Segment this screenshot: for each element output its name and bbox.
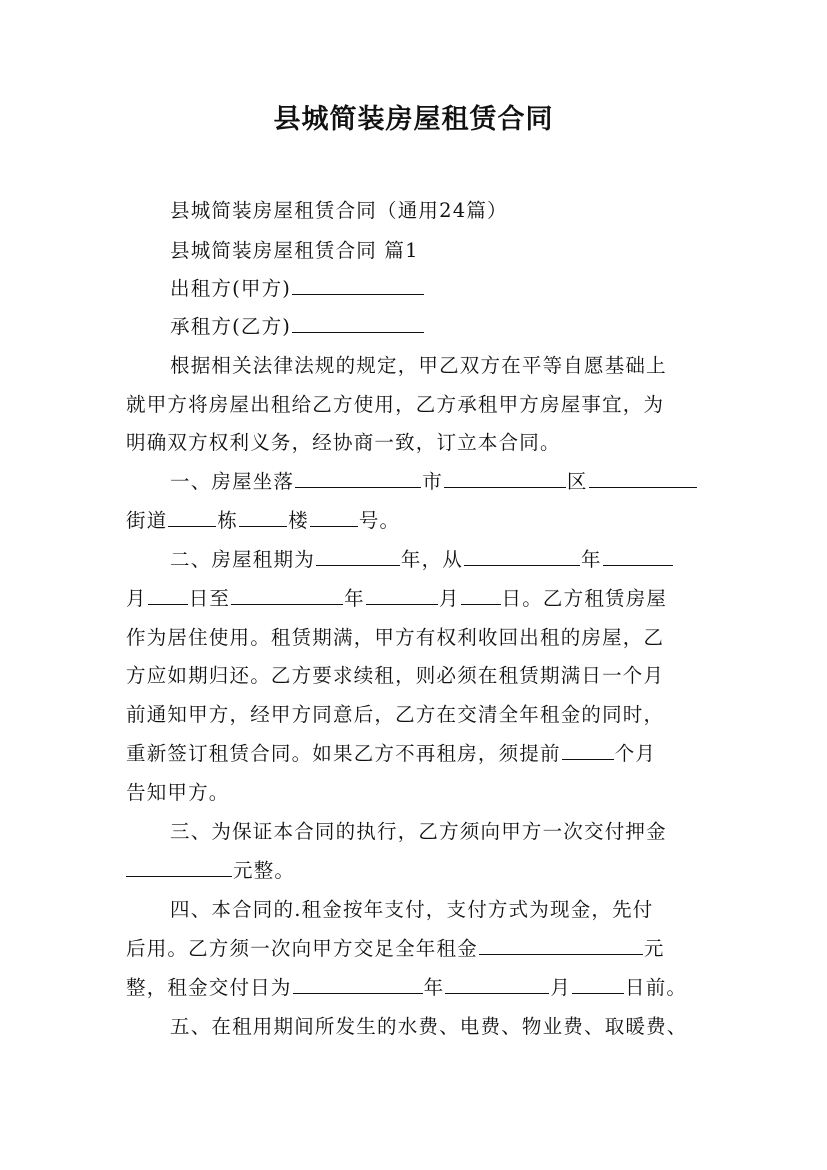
blank-field	[293, 975, 423, 994]
clause-3-line: 元整。	[126, 856, 716, 886]
blank-field	[310, 508, 358, 527]
paragraph-line: 方应如期归还。乙方要求续租，则必须在租赁期满日一个月	[126, 664, 665, 687]
blank-field	[572, 975, 624, 994]
paragraph-line: 就甲方将房屋出租给乙方使用，乙方承租甲方房屋事宜，为	[126, 393, 665, 416]
clause-2-line: 月 日至 年 月 日。乙方租赁房屋	[126, 587, 668, 610]
paragraph-line: 根据相关法律法规的规定，甲乙双方在平等自愿基础上	[170, 354, 667, 377]
clause-1-line: 街道 栋 楼 号。	[126, 509, 401, 532]
blank-field	[479, 936, 643, 955]
blank-field	[366, 586, 438, 605]
section-heading: 县城简装房屋租赁合同 篇1	[170, 239, 419, 262]
paragraph-line: 前通知甲方，经甲方同意后，乙方在交清全年租金的同时，	[126, 703, 665, 726]
blank-field	[445, 975, 549, 994]
paragraph-line: 明确双方权利义务，经协商一致，订立本合同。	[126, 431, 561, 454]
blank-field	[168, 508, 216, 527]
blank-field	[148, 586, 188, 605]
clause-4-line: 后用。乙方须一次向甲方交足全年租金 元	[126, 937, 665, 960]
clause-2-line: 二、房屋租期为 年，从 年	[170, 545, 760, 575]
clause-3-line: 三、为保证本合同的执行，乙方须向甲方一次交付押金	[170, 820, 667, 843]
paragraph-line: 告知甲方。	[126, 781, 230, 804]
blank-field	[589, 469, 697, 488]
clause-1-line: 一、房屋坐落 市 区	[170, 467, 760, 497]
blank-field	[603, 547, 673, 566]
clause-4-line: 四、本合同的.租金按年支付，支付方式为现金，先付	[170, 898, 654, 921]
subtitle-line: 县城简装房屋租赁合同（通用24篇）	[170, 199, 508, 222]
blank-field	[231, 586, 343, 605]
blank-field	[316, 547, 400, 566]
blank-field	[239, 508, 287, 527]
lessor-line: 出租方(甲方)	[170, 274, 760, 304]
blank-field	[295, 469, 421, 488]
lessee-blank	[292, 314, 424, 333]
lessor-blank	[292, 276, 424, 295]
clause-5-line: 五、在租用期间所发生的水费、电费、物业费、取暖费、	[170, 1015, 688, 1038]
blank-field	[461, 586, 501, 605]
paragraph-line: 重新签订租赁合同。如果乙方不再租房，须提前 个月	[126, 742, 657, 765]
blank-field	[444, 469, 566, 488]
lessee-line: 承租方(乙方)	[170, 312, 760, 342]
blank-field	[464, 547, 580, 566]
blank-field	[126, 858, 232, 877]
clause-4-line: 整，租金交付日为 年 月 日前。	[126, 976, 688, 999]
document-title: 县城简装房屋租赁合同	[273, 104, 554, 135]
paragraph-line: 作为居住使用。租赁期满，甲方有权利收回出租的房屋，乙	[126, 626, 665, 649]
blank-field	[562, 741, 614, 760]
